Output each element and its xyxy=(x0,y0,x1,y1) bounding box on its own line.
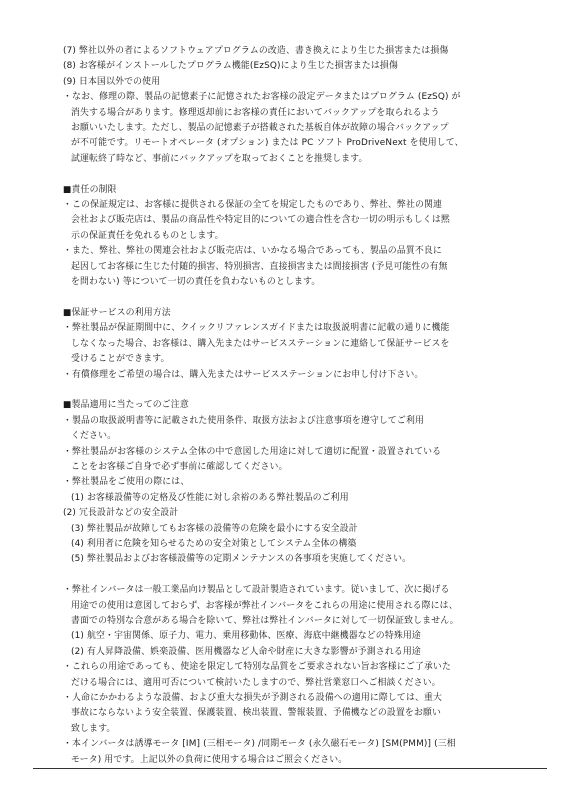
application-line: ・本インバータは誘導モータ [IM] (三相モータ) /同期モータ (永久磁石モータ) [SM(PMM)] (三相 xyxy=(63,739,456,750)
application-line: ・弊社インバータは一般工業品向け製品として設計製造されています。従いまして、次に掲げる xyxy=(63,585,450,596)
application-heading: ■製品適用に当たってのご注意 xyxy=(63,400,189,411)
liability-heading: ■責任の制限 xyxy=(63,184,117,195)
application-subitem: (4) 利用者に危険を知らせるための安全対策としてシステム全体の構築 xyxy=(71,538,357,549)
liability-line: ・この保証規定は、お客様に提供される保証の全てを規定したものであり、弊社、弊社の関連 xyxy=(63,200,443,211)
liability-line: 会社および販売店は、製品の商品性や特定目的についての適合性を含む一切の明示もしくは黙 xyxy=(71,215,450,226)
liability-line: 起因してお客様に生じた付随的損害、特別損害、直接損害または間接損害 (予見可能性の有無 xyxy=(71,261,448,272)
liability-line: ・また、弊社、弊社の関連会社および販売店は、いかなる場合であっても、製品の品質不良に xyxy=(63,246,442,257)
document-body xyxy=(63,44,533,768)
exclusion-item-8: (8) お客様がインストールしたプログラム機能(EzSQ)により生じた損害または損傷 xyxy=(63,61,398,72)
application-subitem: (2) 冗長設計などの安全設計 xyxy=(63,508,179,519)
service-line: ・弊社製品が保証期間中に、クイックリファレンスガイドまたは取扱説明書に記載の通りに機能 xyxy=(63,323,450,334)
application-subitem: (2) 有人昇降設備、娯楽設備、医用機器など人命や財産に大きな影響が予測される用途 xyxy=(71,646,421,657)
service-heading: ■保証サービスの利用方法 xyxy=(63,307,171,318)
service-line: ・有償修理をご希望の場合は、購入先またはサービスステーションにお申し付け下さい。 xyxy=(63,369,424,380)
exclusion-item-9: (9) 日本国以外での使用 xyxy=(63,76,161,87)
application-line: ・弊社製品をご使用の際には、 xyxy=(63,477,190,488)
exclusion-item-7: (7) 弊社以外の者によるソフトウェアプログラムの改造、書き換えにより生じた損害または損傷 xyxy=(63,46,449,56)
application-subitem: (3) 弊社製品が故障してもお客様の設備等の危険を最小にする安全設計 xyxy=(71,523,358,534)
application-line: 用途での使用は意図しておらず、お客様が弊社インバータをこれらの用途に使用される際には、 xyxy=(71,600,458,611)
application-subitem: (5) 弊社製品およびお客様設備等の定期メンテナンスの各事項を実施してください。 xyxy=(71,554,412,565)
service-line: 受けることができます。 xyxy=(71,354,170,365)
application-line: ・製品の取扱説明書等に記載された使用条件、取扱方法および注意事項を遵守してご利用 xyxy=(63,415,424,426)
service-line: しなくなった場合、お客様は、購入先またはサービスステーションに連絡して保証サービスを xyxy=(71,338,450,349)
application-subitem: (1) 航空・宇宙関係、原子力、電力、乗用移動体、医療、海底中継機器などの特殊用途 xyxy=(71,631,421,642)
application-line: 致します。 xyxy=(71,723,116,734)
application-line: 事故にならないよう安全装置、保護装置、検出装置、警報装置、予備機などの設置をお願い xyxy=(71,708,442,719)
footer-rule xyxy=(33,768,547,769)
backup-note-line: 消失する場合があります。修理返却前にお客様の責任においてバックアップを取られるよう xyxy=(71,107,440,118)
application-line: ・弊社製品がお客様のシステム全体の中で意図した用途に対して適切に配置・設置されている xyxy=(63,446,442,457)
application-line: だける場合には、適用可否について検討いたしますので、弊社営業窓口へご相談ください。 xyxy=(71,677,441,688)
application-subitem: (1) お客様設備等の定格及び性能に対し余裕のある弊社製品のご利用 xyxy=(71,492,349,503)
application-line: 書面での特別な合意がある場合を除いて、弊社は弊社インバータに対して一切保証致しません。 xyxy=(71,615,459,626)
application-line: ・これらの用途であっても、使途を限定して特別な品質をご要求されない旨お客様にご了承いた xyxy=(63,662,451,673)
application-line: ・人命にかかわるような設備、および重大な損失が予測される設備への適用に際しては、重大 xyxy=(63,693,443,703)
backup-note-line: 試運転終了時など、事前にバックアップを取っておくことを推奨します。 xyxy=(71,153,368,164)
backup-note-line: お願いいたします。ただし、製品の記憶素子が搭載された基板自体が故障の場合バックアップ xyxy=(71,123,449,134)
application-line: ことをお客様ご自身で必ず事前に確認してください。 xyxy=(71,461,288,472)
backup-note-line: ・なお、修理の際、製品の記憶素子に記憶されたお客様の設定データまたはプログラム (EzSQ) が xyxy=(63,92,461,103)
application-line: モータ) 用です。上記以外の負荷に使用する場合はご照会ください。 xyxy=(71,754,348,765)
application-line: ください。 xyxy=(71,431,117,442)
backup-note-line: が不可能です。リモートオペレータ (オプション) または PC ソフト ProDriveNext を使用して、 xyxy=(71,138,464,149)
liability-line: 示の保証責任を免れるものとします。 xyxy=(71,230,224,241)
liability-line: を問わない) 等について一切の責任を負わないものとします。 xyxy=(71,277,321,288)
